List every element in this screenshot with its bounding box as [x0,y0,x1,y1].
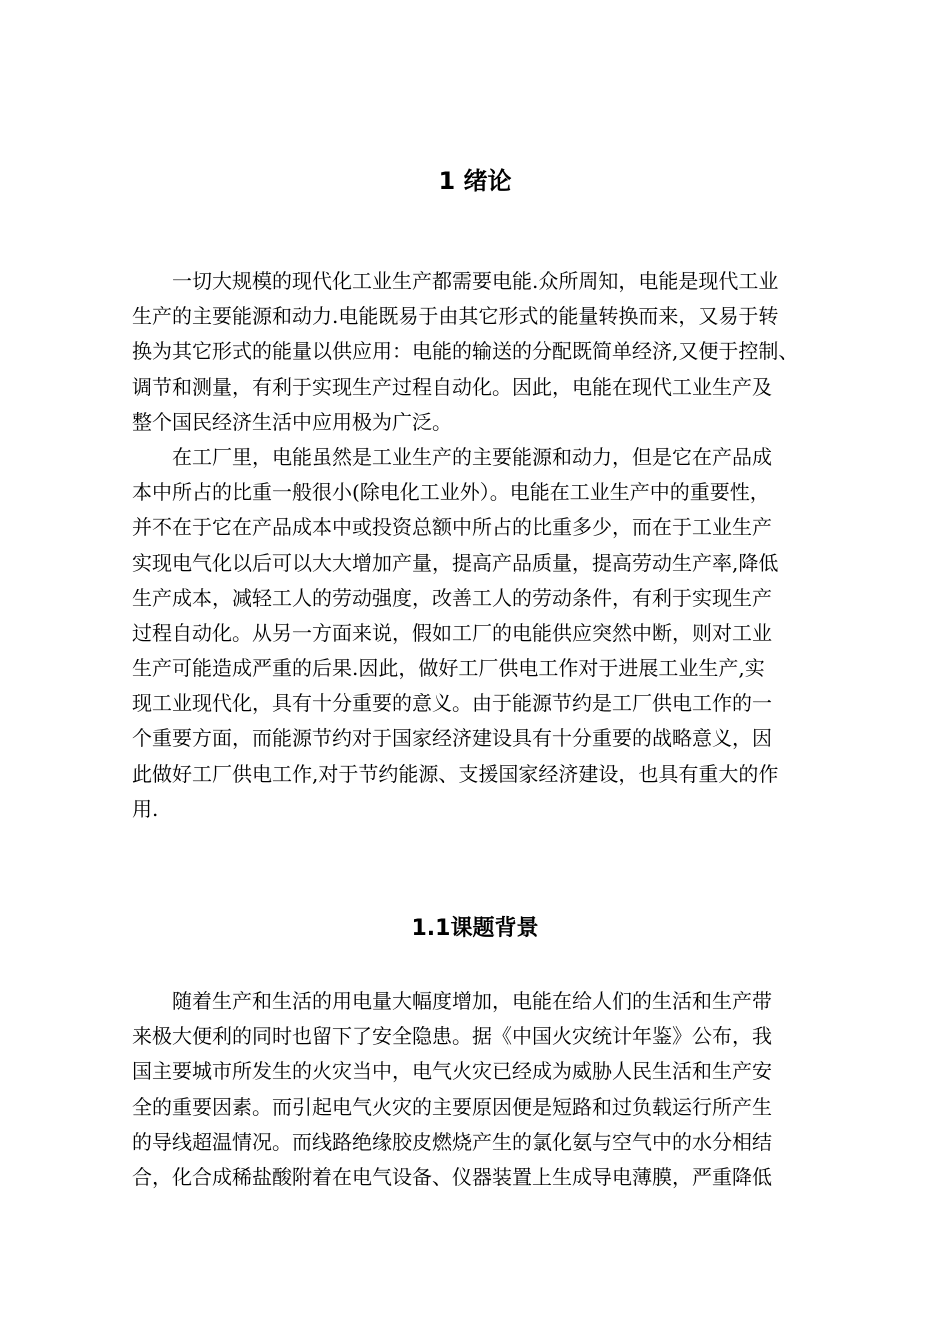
text-line: 个重要方面，而能源节约对于国家经济建设具有十分重要的战略意义，因 [132,726,772,751]
text-line: 调节和测量，有利于实现生产过程自动化。因此，电能在现代工业生产及 [132,374,772,399]
text-line: 一切大规模的现代化工业生产都需要电能.众所周知，电能是现代工业 [132,269,779,293]
text-line: 此做好工厂供电工作,对于节约能源、支援国家经济建设，也具有重大的作 [132,761,779,786]
chapter-title: 1 绪论 [438,167,512,195]
text-line: 生产成本，减轻工人的劳动强度，改善工人的劳动条件，有利于实现生产 [132,585,772,610]
text-line: 的导线超温情况。而线路绝缘胶皮燃烧产生的氯化氨与空气中的水分相结 [132,1129,772,1154]
text-line: 全的重要因素。而引起电气火灾的主要原因便是短路和过负载运行所产生 [132,1094,772,1119]
text-line: 并不在于它在产品成本中或投资总额中所占的比重多少，而在于工业生产 [132,515,772,540]
text-line: 现工业现代化，具有十分重要的意义。由于能源节约是工厂供电工作的一 [132,691,772,716]
text-line: 随着生产和生活的用电量大幅度增加，电能在给人们的生活和生产带 [132,989,772,1013]
text-line: 本中所占的比重一般很小(除电化工业外）。电能在工业生产中的重要性， [132,480,770,505]
text-line: 用. [132,796,159,821]
text-line: 在工厂里，电能虽然是工业生产的主要能源和动力，但是它在产品成 [132,444,772,469]
text-line: 国主要城市所发生的火灾当中，电气火灾已经成为威胁人民生活和生产安 [132,1059,772,1084]
text-line: 过程自动化。从另一方面来说，假如工厂的电能供应突然中断，则对工业 [132,620,772,645]
text-line: 整个国民经济生活中应用极为广泛。 [132,409,452,434]
text-line: 换为其它形式的能量以供应用：电能的输送的分配既简单经济,又便于控制、 [132,339,799,364]
text-line: 实现电气化以后可以大大增加产量，提高产品质量，提高劳动生产率,降低 [132,550,779,575]
background-body [132,984,872,1195]
text-line: 来极大便利的同时也留下了安全隐患。据《中国火灾统计年鉴》公布，我 [132,1024,772,1049]
text-line: 合，化合成稀盐酸附着在电气设备、仪器装置上生成导电薄膜，严重降低 [132,1164,772,1189]
intro-body [132,264,872,827]
text-line: 生产可能造成严重的后果.因此，做好工厂供电工作对于进展工业生产,实 [132,656,765,681]
section-title: 1.1课题背景 [411,916,539,941]
text-line: 生产的主要能源和动力.电能既易于由其它形式的能量转换而来，又易于转 [132,304,779,329]
